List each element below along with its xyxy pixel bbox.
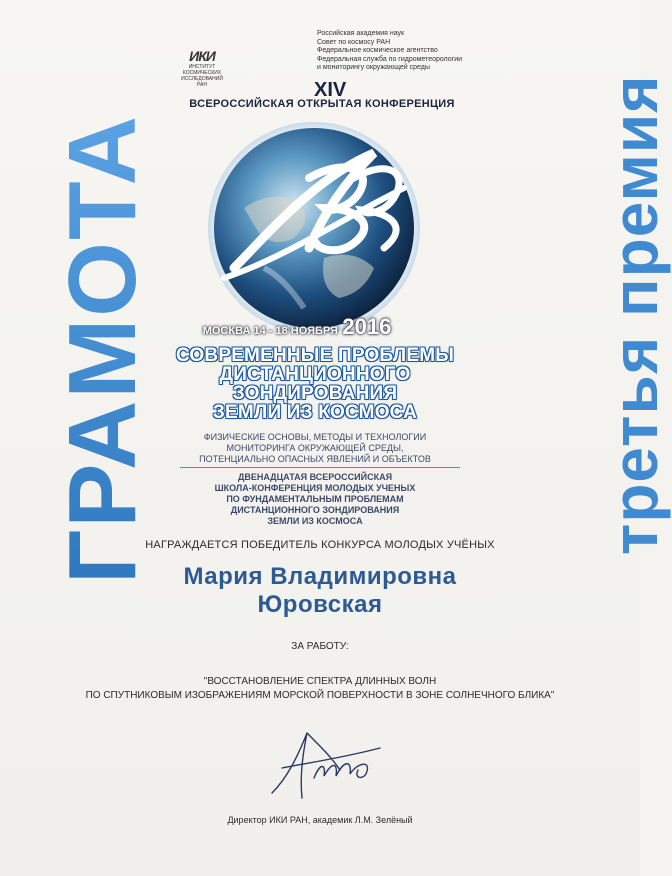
conference-subtitle xyxy=(170,432,460,465)
subtitle-line-3: ПОТЕНЦИАЛЬНО ОПАСНЫХ ЯВЛЕНИЙ И ОБЪЕКТОВ xyxy=(199,454,431,464)
subtitle-line-1: ФИЗИЧЕСКИЕ ОСНОВЫ, МЕТОДЫ И ТЕХНОЛОГИИ xyxy=(203,432,427,442)
event-dates xyxy=(172,314,422,340)
director-signature-line: Директор ИКИ РАН, академик Л.М. Зелёный xyxy=(227,815,413,825)
signature xyxy=(262,718,392,808)
title-line-1: СОВРЕМЕННЫЕ ПРОБЛЕМЫ xyxy=(175,345,455,366)
work-title xyxy=(50,675,590,703)
school-conference xyxy=(170,472,460,527)
organizers-list xyxy=(317,30,517,73)
iki-logo-mark: ИКИ xyxy=(189,48,215,64)
iki-name-2: КОСМИЧЕСКИХ xyxy=(182,70,222,76)
organizer-5: и мониторингу окружающей среды xyxy=(317,64,430,71)
iki-name-1: ИНСТИТУТ xyxy=(188,64,216,70)
iki-logo xyxy=(172,48,232,88)
work-title-line-1: "ВОССТАНОВЛЕНИЕ СПЕКТРА ДЛИННЫХ ВОЛН xyxy=(203,676,437,687)
title-line-2: ДИСТАНЦИОННОГО xyxy=(219,364,411,385)
school-line-4: ДИСТАНЦИОННОГО ЗОНДИРОВАНИЯ xyxy=(230,505,400,515)
school-line-1: ДВЕНАДЦАТАЯ ВСЕРОССИЙСКАЯ xyxy=(237,472,393,482)
school-line-3: ПО ФУНДАМЕНТАЛЬНЫМ ПРОБЛЕМАМ xyxy=(226,494,404,504)
organizer-3: Федеральное космическое агентство xyxy=(317,47,438,54)
for-work-label: ЗА РАБОТУ: xyxy=(291,641,349,652)
event-dates-text: МОСКВА 14 - 18 НОЯБРЯ xyxy=(202,325,338,337)
globe-emblem xyxy=(204,118,424,338)
iki-name-4: РАН xyxy=(197,82,207,88)
divider xyxy=(180,467,460,468)
conference-title xyxy=(150,346,480,422)
recipient-first-middle: Мария Владимировна xyxy=(183,563,457,590)
conference-name: ВСЕРОССИЙСКАЯ ОТКРЫТАЯ КОНФЕРЕНЦИЯ xyxy=(189,98,455,110)
title-line-4: ЗЕМЛИ ИЗ КОСМОСА xyxy=(212,402,418,423)
school-line-2: ШКОЛА-КОНФЕРЕНЦИЯ МОЛОДЫХ УЧЕНЫХ xyxy=(214,483,416,493)
certificate-word-vertical: ГРАМОТА xyxy=(49,114,156,584)
awarded-text: НАГРАЖДАЕТСЯ ПОБЕДИТЕЛЬ КОНКУРСА МОЛОДЫХ УЧЁНЫХ xyxy=(145,539,495,551)
prize-label-vertical: третья премия xyxy=(599,74,671,555)
iki-name-3: ИССЛЕДОВАНИЙ xyxy=(181,76,223,82)
recipient-name xyxy=(100,563,540,619)
subtitle-line-2: МОНИТОРИНГА ОКРУЖАЮЩЕЙ СРЕДЫ, xyxy=(226,443,404,453)
title-line-3: ЗОНДИРОВАНИЯ xyxy=(232,383,398,404)
recipient-last: Юровская xyxy=(257,591,383,618)
work-title-line-2: ПО СПУТНИКОВЫМ ИЗОБРАЖЕНИЯМ МОРСКОЙ ПОВЕРХНОСТИ В ЗОНЕ СОЛНЕЧНОГО БЛИКА" xyxy=(85,690,555,701)
event-year: 2016 xyxy=(342,314,392,339)
organizer-4: Федеральная служба по гидрометеорологии xyxy=(317,55,463,63)
organizer-2: Совет по космосу РАН xyxy=(317,38,391,46)
conference-number: XIV xyxy=(314,79,347,101)
organizer-1: Российская академия наук xyxy=(317,30,405,37)
school-line-5: ЗЕМЛИ ИЗ КОСМОСА xyxy=(267,516,363,526)
